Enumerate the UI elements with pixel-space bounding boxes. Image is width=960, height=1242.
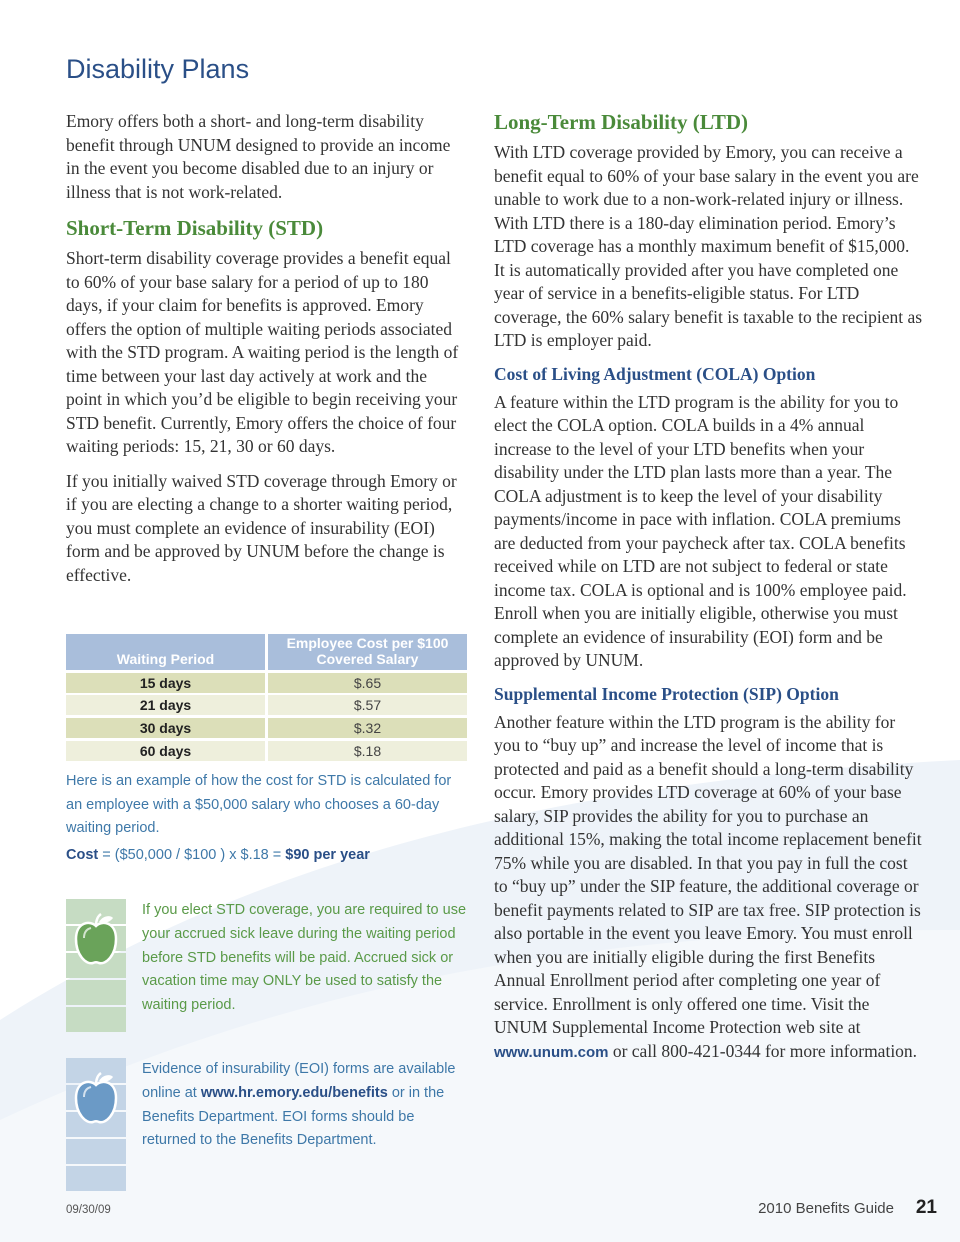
- sip-paragraph: Another feature within the LTD program is the ability for you to “buy up” and increase the level of income that is protected and paid as a benefit should a long-term disability occur. Emory provides LTD coverage at 60% of your base salary, SIP provides the ability for you to purchase an additional 15%, making the total income replacement benefit 75% while you are disabled. In that you pay in full the cost to “buy up” under the SIP feature, the additional coverage or benefit payments related to SIP are tax free. SIP protection is also portable in the event you leave Emory. You must enroll when you are initially eligible during the first Benefits Annual Enrollment period after completing one year of service. Enrollment is only offered one time. Visit the UNUM Supplemental Income Protection web site at www.unum.com or call 800-421-0344 for more information.: [494, 711, 922, 1061]
- table-cell-period: 21 days: [66, 695, 265, 715]
- cola-paragraph: A feature within the LTD program is the ability for you to elect the COLA option. COLA builds in a 4% annual increase to the level of your LTD benefits when your disability under the LTD plan lasts more than a year. The COLA adjustment is to keep the level of your disability payments/income in pace with inflation. COLA premiums are deducted from your paycheck after tax. COLA benefits received while on LTD are not subject to federal or state income tax. COLA is optional and is 100% employee paid. Enroll when you are initially eligible, otherwise you must complete an evidence of insurability (EOI) form and be approved by UNUM.: [494, 391, 907, 670]
- table-row: [66, 695, 467, 715]
- right-column: [494, 110, 924, 1075]
- std-cost-table: [66, 634, 467, 761]
- cost-example-text: Here is an example of how the cost for STD is calculated for an employee with a $50,000 salary who chooses a 60-day waiting period.: [66, 773, 452, 836]
- footer-guide-title: 2010 Benefits Guide: [758, 1200, 894, 1217]
- apple-icon: [66, 1061, 126, 1137]
- std-paragraph-1: Short-term disability coverage provides a benefit equal to 60% of your base salary for a period of up to 180 days, if your claim for benefits is approved. Emory offers the option of multiple waiting periods associated with the STD program. A waiting period is the length of time between your last day actively at work and the point in which you’d be eligible to begin receiving your STD benefit. Currently, Emory offers the choice of four waiting periods: 15, 21, 30 or 60 days.: [66, 248, 459, 456]
- table-header-employee-cost: Employee Cost per $100 Covered Salary: [268, 634, 467, 670]
- formula-expression: = ($50,000 / $100 ) x $.18 =: [98, 847, 286, 863]
- table-row: [66, 718, 467, 738]
- cola-heading: Cost of Living Adjustment (COLA) Option: [494, 363, 816, 384]
- table-cell-cost: $.18: [268, 741, 467, 761]
- formula-label: Cost: [66, 847, 99, 863]
- table-header-row: [66, 634, 467, 670]
- table-cell-period: 15 days: [66, 673, 265, 693]
- table-row: [66, 741, 467, 761]
- table-row: [66, 673, 467, 693]
- table-cell-cost: $.65: [268, 673, 467, 693]
- sick-leave-note: [66, 899, 466, 1031]
- ltd-paragraph: With LTD coverage provided by Emory, you can receive a benefit equal to 60% of your base salary in the event you are unable to work due to a non-work-related injury or illness. With LTD there is a 180-day elimination period. Emory’s LTD coverage has a monthly maximum benefit of $15,000. It is automatically provided after you have completed one year of service in a benefits-eligible status. For LTD coverage, the 60% salary benefit is taxable to the recipient as LTD is employer paid.: [494, 142, 923, 350]
- std-heading: Short-Term Disability (STD): [66, 216, 324, 240]
- unum-link[interactable]: www.unum.com: [494, 1043, 609, 1061]
- left-column: [66, 110, 461, 598]
- footer-date: 09/30/09: [66, 1204, 111, 1216]
- ltd-heading: Long-Term Disability (LTD): [494, 110, 748, 134]
- std-paragraph-2: If you initially waived STD coverage through Emory or if you are electing a change to a shorter waiting period, you must complete an evidence of insurability (EOI) form and be approved by UNUM before the change is effective.: [66, 470, 457, 585]
- table-cell-cost: $.57: [268, 695, 467, 715]
- sick-leave-note-text: If you elect STD coverage, you are required to use your accrued sick leave during the waiting period before STD benefits will be paid. Accrued sick or vacation time may ONLY be used to satisfy the waiting period.: [142, 902, 467, 1014]
- page-number: 21: [915, 1197, 937, 1218]
- sip-heading: Supplemental Income Protection (SIP) Option: [494, 683, 839, 704]
- eoi-note-text: Evidence of insurability (EOI) forms are available online at www.hr.emory.edu/benefits or in the Benefits Department. EOI forms should be returned to the Benefits Department.: [142, 1061, 456, 1149]
- eoi-note: [66, 1058, 466, 1186]
- benefits-link[interactable]: www.hr.emory.edu/benefits: [200, 1084, 388, 1101]
- table-cell-cost: $.32: [268, 718, 467, 738]
- formula-result: $90 per year: [285, 847, 370, 863]
- page-title: Disability Plans: [66, 54, 250, 84]
- apple-icon: [66, 902, 126, 978]
- table-header-waiting-period: Waiting Period: [66, 634, 265, 670]
- intro-paragraph: Emory offers both a short- and long-term disability benefit through UNUM designed to provide an income in the event you become disabled due to an injury or illness that is not work-related.: [66, 111, 451, 202]
- table-cell-period: 60 days: [66, 741, 265, 761]
- table-cell-period: 30 days: [66, 718, 265, 738]
- cost-formula: [66, 847, 370, 863]
